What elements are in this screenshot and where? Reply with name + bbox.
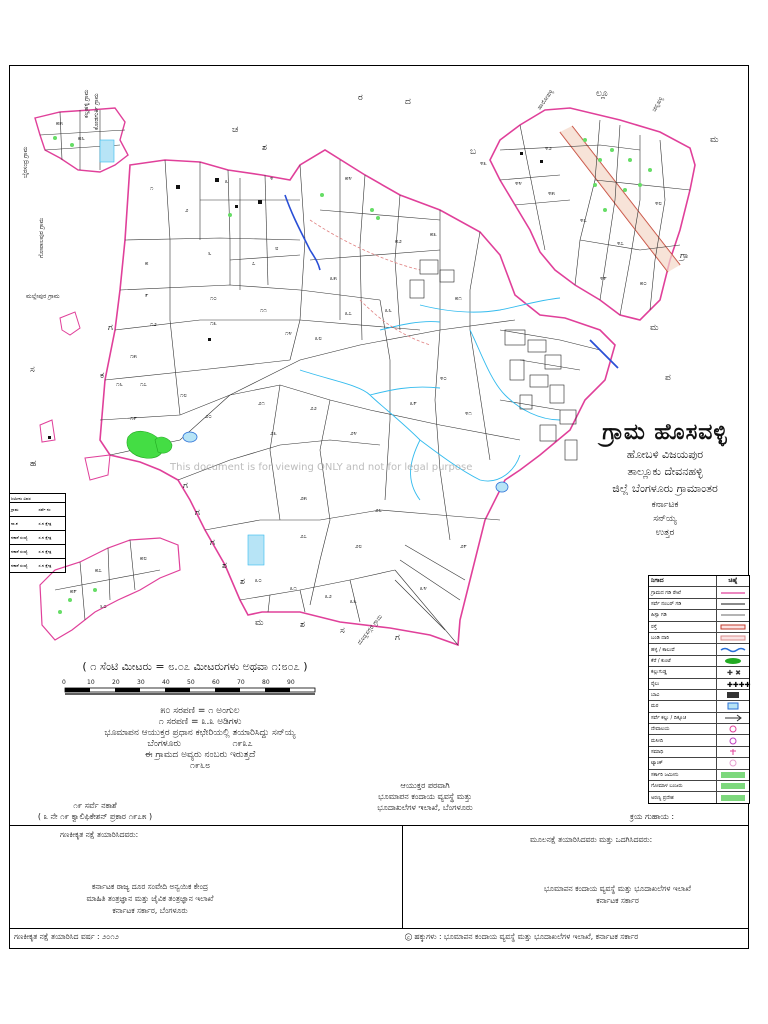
ne-parcel-lines bbox=[500, 120, 690, 315]
plot-number: ೫೬ bbox=[78, 135, 85, 142]
plot-numbers bbox=[56, 120, 662, 610]
commissioner-line: ಆಯುಕ್ತರ ಪರವಾಗಿ bbox=[400, 781, 450, 790]
footer-org-line: ಕರ್ನಾಟಕ ಸರ್ಕಾರ, ಬೆಂಗಳೂರು bbox=[112, 906, 188, 915]
legend-item-label: ಕೆರೆ / ಕುಂಟೆ bbox=[649, 656, 717, 666]
plot-number: ೫೯ bbox=[70, 588, 77, 595]
boundary-letter: ಮ bbox=[255, 618, 264, 628]
plot-number: ೨೩ bbox=[270, 430, 277, 437]
plot-number: ೫೮ bbox=[140, 555, 147, 562]
boundary-letter: ರ bbox=[358, 93, 363, 103]
legend-row bbox=[649, 678, 749, 689]
plot-number: ೪೭ bbox=[617, 240, 624, 247]
plot-number: ೨೬ bbox=[375, 507, 382, 514]
legend-symbol-icon bbox=[717, 735, 749, 745]
boundary-letter: ಗ bbox=[195, 508, 200, 518]
plot-number: ೧೨ bbox=[150, 321, 157, 328]
plot-number: ೧೯ bbox=[130, 415, 137, 422]
plot-number: ೨೯ bbox=[460, 543, 467, 550]
legend-row bbox=[649, 655, 749, 666]
plot-number: ೨ bbox=[185, 207, 189, 214]
legend-item-label: ಸರ್ಕಾರಿ ಜಮೀನು bbox=[649, 770, 717, 780]
commissioner-line: ಭೂದಾಖಲೆಗಳ ಇಲಾಖೆ, ಬೆಂಗಳೂರು bbox=[377, 803, 473, 812]
scale-tick-label: 20 bbox=[112, 679, 120, 686]
legend-row bbox=[649, 632, 749, 643]
legend-row bbox=[649, 689, 749, 700]
boundary-letter: ಗ bbox=[108, 323, 113, 333]
plot-number: ೪೮ bbox=[655, 200, 662, 207]
plot-number: ೪೬ bbox=[580, 217, 587, 224]
scale-tick-label: 60 bbox=[212, 679, 220, 686]
plot-number: ೧೭ bbox=[140, 381, 147, 388]
legend-row bbox=[649, 791, 749, 802]
table-header-row bbox=[10, 494, 65, 502]
plot-number: ೪೯ bbox=[600, 275, 607, 282]
plot-number: ೫೦ bbox=[640, 280, 647, 287]
neighbor-label: ಕಲ್ಲಹಳ್ಳಿ ಗ್ರಾಮ bbox=[83, 89, 90, 118]
footer-left-org bbox=[30, 880, 270, 918]
plot-number: ೫೩ bbox=[430, 231, 437, 238]
legend-row bbox=[649, 734, 749, 745]
neighbor-label: ದೊಡ್ಡಸಗ್ಗೆರೆ ಗ್ರಾಮ bbox=[356, 613, 384, 647]
plot-number: ೫೭ bbox=[95, 567, 102, 574]
boundary-letter: ಸ bbox=[340, 626, 345, 636]
scale-note: ೫೦ ಸರಪಣಿ = ೧ ಅಂಗುಲ bbox=[160, 706, 240, 716]
plot-number: ೩ bbox=[225, 178, 229, 185]
table-row bbox=[10, 558, 65, 572]
scale-tick-label: 70 bbox=[237, 679, 245, 686]
legend-item-label: ಅರಣ್ಯ ಪ್ರದೇಶ bbox=[649, 792, 717, 802]
signature-label: ಕ್ರಯ ಗುಹಾಯ : bbox=[630, 812, 675, 821]
plot-number: ೨೮ bbox=[355, 543, 362, 550]
neighbor-label: ಬೈರಸಂದ್ರ ಗ್ರಾಮ bbox=[22, 146, 29, 178]
village-title: ಗ್ರಾಮ ಹೊಸವಳ್ಳಿ bbox=[602, 420, 728, 445]
plot-number: ೩೬ bbox=[385, 307, 392, 314]
legend-item-label: ಸಮಾಧಿ bbox=[649, 747, 717, 757]
legend-item-label: ಕಲ್ಲುಗುಡ್ಡ bbox=[649, 667, 717, 677]
plot-number: ೩೮ bbox=[315, 335, 322, 342]
legend-symbol-icon bbox=[717, 690, 749, 700]
boundary-letter: ಸ bbox=[30, 365, 35, 375]
svg-text:✚✚✚✚: ✚✚✚✚ bbox=[727, 680, 751, 689]
boundary-letter: ದ bbox=[405, 97, 411, 107]
pond bbox=[248, 535, 264, 565]
boundary-letter: ಗ bbox=[395, 633, 400, 643]
svg-text:✚ ✖: ✚ ✖ bbox=[727, 669, 741, 678]
footer-left-title: ಗಣಕೀಕೃತ ನಕ್ಷೆ ತಯಾರಿಸಿದವರು: bbox=[60, 830, 139, 839]
legend-item-label: ರೈಲು bbox=[649, 679, 717, 689]
plot-number: ೩೦ bbox=[255, 577, 262, 584]
table-cell: ಸ.ನ ಕ್ಷೇತ್ರ bbox=[38, 521, 52, 526]
plot-number: ೧೧ bbox=[260, 307, 267, 314]
plot-number: ೬ bbox=[208, 250, 212, 257]
sheet-line: ಸನ್‌ಯ್ಯ bbox=[653, 514, 677, 524]
plot-number: ೧೫ bbox=[130, 353, 137, 360]
table-row bbox=[10, 516, 65, 530]
legend-symbol-icon bbox=[717, 770, 749, 780]
green-patch bbox=[155, 437, 172, 453]
plot-number: ೨೦ bbox=[205, 413, 212, 420]
legend-symbol-icon bbox=[717, 633, 749, 643]
legend-item-label: ರಸ್ತೆ bbox=[649, 622, 717, 632]
plot-number: ೫೨ bbox=[395, 238, 402, 245]
neighbor-label: ಮಲ್ಲೇಪುರ ಗ್ರಾಮ bbox=[26, 293, 60, 300]
neighbor-village-labels bbox=[22, 88, 665, 647]
legend-row bbox=[649, 757, 749, 768]
scale-area bbox=[50, 660, 340, 680]
table-cell: ಗ್ರಾಮ bbox=[11, 507, 19, 512]
boundary-letter: ಶ bbox=[222, 561, 227, 571]
scale-note bbox=[40, 739, 360, 749]
plot-number: ೬೦ bbox=[100, 603, 107, 610]
legend-symbol-icon bbox=[717, 679, 749, 689]
legend-symbol-icon bbox=[717, 724, 749, 734]
footer-org-line: ಕರ್ನಾಟಕ ಸರ್ಕಾರ bbox=[596, 896, 639, 905]
small-parcel bbox=[40, 420, 55, 442]
plot-number: ೧೮ bbox=[180, 392, 187, 399]
legend-item-label: ಟ್ಯಾಂಕ್ bbox=[649, 758, 717, 768]
scale-note: ಈ ಗ್ರಾಮದ ಅವ್ಯರು ನಂಬರು ಇರುತ್ತದೆ bbox=[144, 750, 256, 760]
divider bbox=[402, 825, 403, 928]
legend-symbol-icon bbox=[717, 667, 749, 677]
plot-number: ೩೨ bbox=[325, 593, 332, 600]
plot-number: ೨೨ bbox=[310, 405, 317, 412]
north-label: ಉತ್ತರ bbox=[655, 528, 675, 538]
ne-block-boundary bbox=[490, 108, 695, 320]
table-cell: ಸರ್ವೆ ನಂ bbox=[38, 507, 51, 512]
scale-ticks bbox=[62, 679, 295, 686]
legend-symbol-icon bbox=[717, 781, 749, 791]
boundary-letter: ಮ bbox=[650, 323, 659, 333]
small-parcel bbox=[60, 312, 80, 335]
settlement-blocks bbox=[410, 260, 577, 460]
road-fill bbox=[560, 126, 680, 272]
scale-note-year: ೧೯೩೭ bbox=[232, 739, 253, 749]
footer-org-line: ಭೂಮಾಪನ ಕಂದಾಯ ವ್ಯವಸ್ಥೆ ಮತ್ತು ಭೂದಾಖಲೆಗಳ ಇಲಾಖೆ bbox=[544, 884, 691, 893]
boundary-letter: ಶ bbox=[240, 577, 245, 587]
legend-symbol-icon bbox=[717, 747, 749, 757]
scale-note: ಭೂಮಾಪನ ಆಯುಕ್ತರ ಪ್ರಧಾನ ಕಛೇರಿಯಲ್ಲಿ ತಯಾರಿಸಿದ್ದು ಸನ್‌ಯ್ಯ bbox=[104, 728, 296, 738]
divider bbox=[9, 928, 749, 929]
legend-symbol-icon bbox=[717, 656, 749, 666]
legend-row bbox=[649, 746, 749, 757]
footer-org-line: ಕರ್ನಾಟಕ ರಾಜ್ಯ ದೂರ ಸಂವೇದಿ ಅನ್ವಯಿಕ ಕೇಂದ್ರ bbox=[91, 882, 209, 891]
plot-number: ೫೧ bbox=[455, 295, 462, 302]
legend-symbol-icon bbox=[717, 792, 749, 802]
commissioner-block bbox=[330, 780, 520, 814]
plot-number: ೪೦ bbox=[440, 375, 447, 382]
pond bbox=[100, 140, 114, 162]
plot-number: ೩೭ bbox=[345, 310, 352, 317]
boundary-letter: ಹ bbox=[30, 459, 37, 469]
plot-number: ೪೩ bbox=[480, 160, 487, 167]
legend-item-label: ಸರ್ವೆ ಕಲ್ಲು / ದಿಕ್ಸೂಚಿ bbox=[649, 713, 717, 723]
boundary-letter: ಲ್ಲೂ bbox=[596, 89, 609, 99]
scale-tick-label: 30 bbox=[137, 679, 145, 686]
plot-number: ೧೦ bbox=[210, 295, 217, 302]
scale-tick-label: 90 bbox=[287, 679, 295, 686]
legend-symbol-icon bbox=[717, 599, 749, 609]
plot-number: ೪೨ bbox=[545, 145, 552, 152]
plot-number: ೩೧ bbox=[290, 585, 297, 592]
plot-number: ೨೫ bbox=[300, 495, 307, 502]
legend-item-label: ಗ್ರಾಮದ ಗಡಿ ರೇಖೆ bbox=[649, 587, 717, 597]
table-header: ಜಮೀನು ವಿವರ bbox=[11, 495, 31, 501]
plot-number: ೧೬ bbox=[116, 381, 123, 388]
scale-note-place: ಬೆಂಗಳೂರು bbox=[147, 739, 181, 749]
plot-number: ೨೪ bbox=[350, 430, 357, 437]
table-row bbox=[10, 502, 65, 516]
legend-symbol-icon bbox=[717, 587, 749, 597]
scale-note: ೧೯೬೮ bbox=[189, 761, 211, 771]
scale-caption: ( ೧ ಸೆಂಟಿ ಮೀಟರು = ೮.೦೭ ಮೀಟರುಗಳು ಅಥವಾ ೧:೮೦೭ ) bbox=[82, 660, 308, 673]
legend-row bbox=[649, 700, 749, 711]
boundary-letter: ಗ bbox=[183, 481, 188, 491]
small-structures bbox=[48, 152, 543, 439]
neighbor-label: ಹಾರೋಹಳ್ಳಿ bbox=[535, 88, 555, 112]
sw-parcel-lines bbox=[55, 540, 160, 620]
boundary-letter: ಶ bbox=[262, 143, 267, 153]
state-line: ಕರ್ನಾಟಕ bbox=[651, 500, 679, 510]
taluk-line: ತಾಲ್ಲೂಕು ದೇವನಹಳ್ಳಿ bbox=[627, 465, 703, 478]
plot-number: ೪೧ bbox=[465, 410, 472, 417]
hobli-line: ಹೋಬಳಿ ವಿಜಯಪುರ bbox=[626, 448, 704, 461]
scale-note: ೧ ಸರಪಣಿ = ೩.೩ ಅಡಿಗಳು bbox=[158, 717, 242, 727]
legend-row bbox=[649, 712, 749, 723]
land-details-table bbox=[9, 493, 66, 573]
legend-row bbox=[649, 666, 749, 677]
boundary-letter: ಪ bbox=[665, 373, 671, 383]
table-cell: ಸ.ನ ಕ್ಷೇತ್ರ bbox=[38, 535, 52, 540]
plot-number: ೧೪ bbox=[285, 330, 292, 337]
boundary-letters bbox=[30, 89, 719, 469]
commissioner-line: ಭೂಮಾಪನ ಕಂದಾಯ ವ್ಯವಸ್ಥೆ ಮತ್ತು bbox=[378, 792, 472, 801]
survey-note-line: ( ೩ ನೇ ೧೯ ಕ್ವಾಲಿಫಿಕೇಶನ್ ಪ್ರಕಾರ ೧೯೭೫ ) bbox=[37, 812, 153, 821]
legend-row bbox=[649, 769, 749, 780]
neighbor-label: ಚನ್ನಹಳ್ಳಿ bbox=[650, 95, 665, 113]
sw-boundary-letters bbox=[183, 481, 400, 643]
legend-row bbox=[649, 598, 749, 609]
plot-number: ೨೧ bbox=[258, 400, 265, 407]
legend-symbol-icon bbox=[717, 610, 749, 620]
table-cell: ನಕಾಶೆ ಸಂಖ್ಯೆ bbox=[11, 549, 28, 554]
boundary-letter: ಮ bbox=[710, 135, 719, 145]
legend-item-label: ಸರ್ವೆ ನಂಬರ್ ಗಡಿ bbox=[649, 599, 717, 609]
legend-item-label: ದೇವಾಲಯ bbox=[649, 724, 717, 734]
plot-number: ೩೩ bbox=[350, 598, 357, 605]
plot-number: ೫ bbox=[145, 260, 149, 267]
legend-row bbox=[649, 609, 749, 620]
legend-symbol-icon bbox=[717, 758, 749, 768]
table-cell: ಸ.ನ ಕ್ಷೇತ್ರ bbox=[38, 563, 52, 568]
footer-org-line: ಮಾಹಿತಿ ತಂತ್ರಜ್ಞಾನ ಮತ್ತು ಜೈವಿಕ ತಂತ್ರಜ್ಞಾನ ಇಲಾಖೆ bbox=[86, 894, 214, 903]
watermark: This document is for viewing ONLY and not for legal purpose bbox=[170, 462, 473, 473]
boundary-letter: ಕ bbox=[100, 371, 105, 381]
boundary-letter: ಚ bbox=[232, 125, 239, 135]
plot-number: ೭ bbox=[252, 260, 256, 267]
boundary-letter: ಗ bbox=[210, 538, 215, 548]
footer-right-org bbox=[490, 882, 745, 908]
pond bbox=[496, 482, 508, 492]
table-cell: ನಕಾಶೆ ಸಂಖ್ಯೆ bbox=[11, 563, 28, 568]
scale-tick-label: 0 bbox=[62, 679, 66, 686]
plot-number: ೧೩ bbox=[210, 320, 217, 327]
legend-item-label: ಗೋಮಾಳ ಬಂಜರು bbox=[649, 781, 717, 791]
legend-item-label: ಬಾವಿ bbox=[649, 690, 717, 700]
legend-row bbox=[649, 780, 749, 791]
footer-copyright: ⓒ ಹಕ್ಕುಗಳು : ಭೂಮಾಪನ ಕಂದಾಯ ವ್ಯವಸ್ಥೆ ಮತ್ತು ಭೂದಾಖಲೆಗಳ ಇಲಾಖೆ, ಕರ್ನಾಟಕ ಸರ್ಕಾರ bbox=[405, 932, 639, 941]
legend-item-label: ಮಸೀದಿ bbox=[649, 735, 717, 745]
plot-number: ೪೪ bbox=[515, 180, 522, 187]
legend-symbol-icon bbox=[717, 713, 749, 723]
table-cell: ನಕಾಶೆ ಸಂಖ್ಯೆ bbox=[11, 535, 28, 540]
scale-tick-label: 80 bbox=[262, 679, 270, 686]
scale-bar bbox=[65, 688, 315, 694]
legend-row bbox=[649, 723, 749, 734]
plot-number: ೨೭ bbox=[300, 533, 307, 540]
plot-number: ೮ bbox=[275, 245, 279, 252]
pond bbox=[183, 432, 197, 442]
scale-tick-label: 10 bbox=[87, 679, 95, 686]
legend-item-label: ಮರ bbox=[649, 701, 717, 711]
survey-note bbox=[15, 800, 175, 823]
boundary-letter: ಶ bbox=[300, 620, 305, 630]
footer-right-title: ಮೂಲನಕ್ಷೆ ತಯಾರಿಸಿದವರು ಮತ್ತು ಒದಗಿಸಿದವರು: bbox=[530, 835, 653, 844]
boundary-letter: ಗ್ರಾ bbox=[680, 251, 689, 261]
plot-number: ೧ bbox=[150, 185, 154, 192]
legend-row bbox=[649, 586, 749, 597]
plot-number: ೩೪ bbox=[420, 585, 427, 592]
neighbor-label: ಕೋಡಗುರ್ಕಿ ಗ್ರಾಮ bbox=[93, 93, 100, 130]
legend-header-row bbox=[649, 576, 749, 586]
plot-number: ೯ bbox=[145, 292, 149, 299]
tree-dots bbox=[53, 136, 652, 614]
legend-item-label: ಹಳ್ಳ / ಕಾಲುವೆ bbox=[649, 644, 717, 654]
plot-number: ೪೫ bbox=[548, 190, 555, 197]
legend-row bbox=[649, 643, 749, 654]
footer-year: ಗಣಕೀಕೃತ ನಕ್ಷೆ ತಯಾರಿಸಿದ ವರ್ಷ : ೨೦೧೨ bbox=[14, 932, 119, 941]
legend-header-symbol: ಚಿಹ್ನೆ bbox=[728, 577, 738, 585]
title-block bbox=[590, 420, 740, 542]
legend-header-name: ನಿಗಾದ bbox=[649, 576, 717, 586]
district-line: ಜಿಲ್ಲೆ ಬೆಂಗಳೂರು ಗ್ರಾಮಾಂತರ bbox=[612, 482, 718, 495]
map-legend bbox=[648, 575, 750, 804]
table-row bbox=[10, 530, 65, 544]
table-cell: ನಾ.ಕ bbox=[11, 521, 18, 526]
table-cell: ಸ.ನ ಕ್ಷೇತ್ರ bbox=[38, 549, 52, 554]
legend-symbol-icon bbox=[717, 701, 749, 711]
legend-symbol-icon bbox=[717, 622, 749, 632]
cart-road bbox=[310, 220, 420, 270]
legend-item-label: ಬಂಡಿ ದಾರಿ bbox=[649, 633, 717, 643]
plot-number: ೫೫ bbox=[56, 120, 63, 127]
scale-tick-label: 50 bbox=[187, 679, 195, 686]
scale-notes bbox=[40, 705, 360, 772]
legend-item-label: ಹಿಸ್ಸಾ ಗಡಿ bbox=[649, 610, 717, 620]
plot-number: ೫೪ bbox=[345, 175, 352, 182]
small-parcel bbox=[85, 455, 110, 480]
divider bbox=[9, 825, 749, 826]
plot-number: ೩೯ bbox=[410, 400, 417, 407]
legend-symbol-icon bbox=[717, 644, 749, 654]
plot-number: ೪ bbox=[270, 175, 274, 182]
legend-row bbox=[649, 621, 749, 632]
survey-note-line: ೧೯ ಸರ್ವೆ ನಕಾಶೆ bbox=[73, 801, 117, 810]
plot-number: ೩೫ bbox=[330, 275, 337, 282]
table-row bbox=[10, 544, 65, 558]
neighbor-label: ಗೋಪಾಲಪುರ ಗ್ರಾಮ bbox=[38, 217, 45, 258]
boundary-letter: ಬ bbox=[470, 147, 477, 157]
scale-tick-label: 40 bbox=[162, 679, 170, 686]
